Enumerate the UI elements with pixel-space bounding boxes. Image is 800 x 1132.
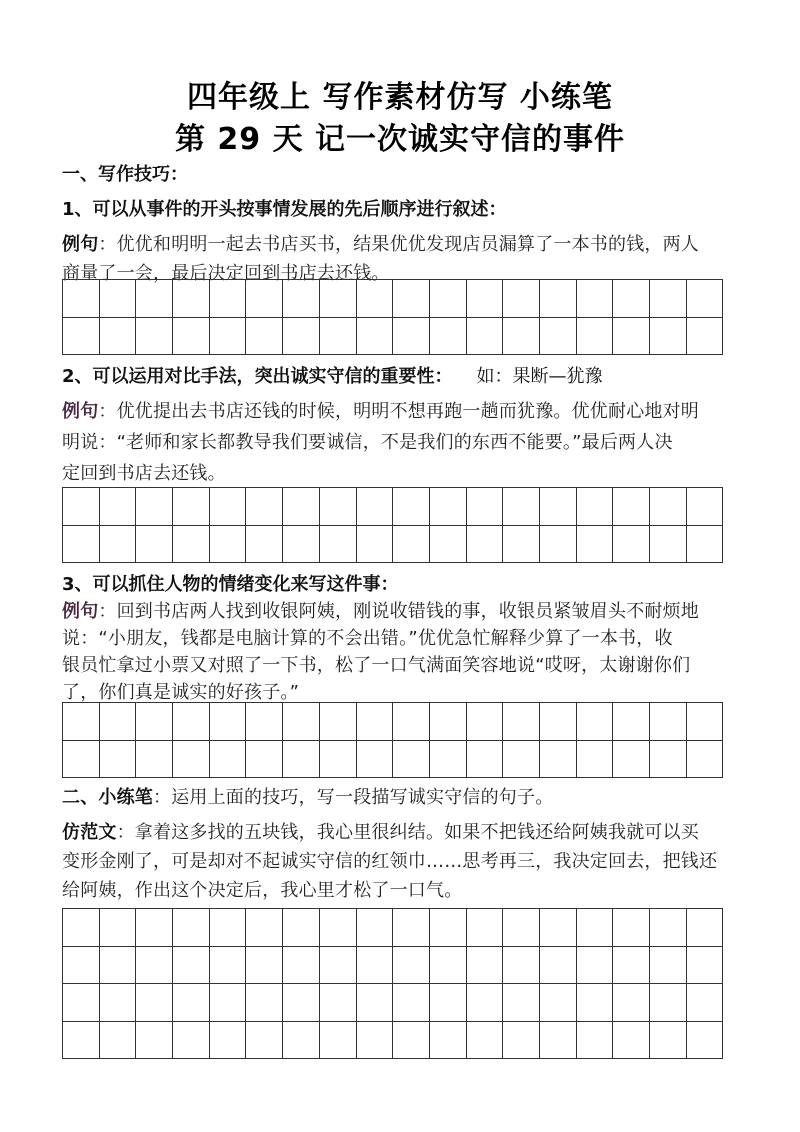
grid-cell[interactable]: [357, 984, 394, 1022]
model-essay-line-2: 变形金刚了，可是却对不起诚实守信的红领巾……思考再三，我决定回去，把钱还: [62, 851, 718, 872]
grid-cell[interactable]: [320, 909, 357, 947]
grid-cell[interactable]: [283, 318, 320, 356]
grid-cell[interactable]: [136, 703, 173, 741]
grid-cell[interactable]: [577, 741, 614, 779]
model-essay: [62, 818, 738, 905]
grid-cell[interactable]: [430, 741, 467, 779]
grid-cell[interactable]: [283, 280, 320, 318]
tip-2-example: [62, 396, 738, 489]
grid-cell[interactable]: [63, 909, 100, 947]
grid-cell[interactable]: [577, 318, 614, 356]
grid-cell[interactable]: [687, 488, 724, 526]
grid-cell[interactable]: [687, 318, 724, 356]
grid-cell[interactable]: [173, 318, 210, 356]
grid-cell[interactable]: [63, 318, 100, 356]
grid-cell[interactable]: [467, 909, 504, 947]
grid-cell[interactable]: [687, 947, 724, 985]
grid-cell[interactable]: [613, 488, 650, 526]
grid-cell[interactable]: [687, 741, 724, 779]
grid-cell[interactable]: [650, 280, 687, 318]
grid-cell[interactable]: [430, 703, 467, 741]
section-practice-instruction: ：运用上面的技巧，写一段描写诚实守信的句子。: [153, 787, 554, 808]
grid-cell[interactable]: [393, 318, 430, 356]
tip-1-heading-text: 1、可以从事件的开头按事情发展的先后顺序进行叙述：: [62, 199, 507, 220]
grid-cell[interactable]: [613, 909, 650, 947]
grid-cell[interactable]: [430, 526, 467, 564]
grid-cell[interactable]: [687, 909, 724, 947]
grid-cell[interactable]: [650, 909, 687, 947]
grid-cell[interactable]: [210, 488, 247, 526]
grid-cell[interactable]: [357, 280, 394, 318]
grid-cell[interactable]: [613, 280, 650, 318]
example-lead: 例句: [62, 401, 99, 422]
grid-cell[interactable]: [650, 984, 687, 1022]
practice-grid-4[interactable]: [62, 908, 723, 1059]
grid-cell[interactable]: [210, 909, 247, 947]
section-practice-title: 二、小练笔: [62, 787, 153, 808]
grid-cell[interactable]: [100, 526, 137, 564]
grid-cell[interactable]: [540, 703, 577, 741]
grid-cell[interactable]: [63, 1022, 100, 1060]
grid-cell[interactable]: [540, 909, 577, 947]
grid-cell[interactable]: [173, 703, 210, 741]
grid-cell[interactable]: [650, 318, 687, 356]
grid-cell[interactable]: [283, 526, 320, 564]
grid-cell[interactable]: [613, 741, 650, 779]
grid-cell[interactable]: [246, 909, 283, 947]
grid-cell[interactable]: [100, 909, 137, 947]
grid-cell[interactable]: [577, 280, 614, 318]
practice-grid-3[interactable]: [62, 702, 723, 778]
tip-1-example-line-2: 商量了一会，最后决定回到书店去还钱。: [62, 263, 390, 284]
grid-cell[interactable]: [136, 488, 173, 526]
grid-cell[interactable]: [100, 741, 137, 779]
grid-cell[interactable]: [357, 1022, 394, 1060]
grid-cell[interactable]: [210, 1022, 247, 1060]
grid-cell[interactable]: [63, 526, 100, 564]
tip-3-example-line-2: 说：“小朋友，钱都是电脑计算的不会出错。”优优急忙解释少算了一本书，收: [62, 628, 673, 649]
grid-cell[interactable]: [540, 488, 577, 526]
grid-cell[interactable]: [100, 703, 137, 741]
grid-cell[interactable]: [100, 947, 137, 985]
tip-3-example: [62, 598, 738, 706]
grid-cell[interactable]: [136, 318, 173, 356]
tip-3-example-line-4: 了，你们真是诚实的好孩子。”: [62, 682, 300, 703]
example-lead: 例句: [62, 234, 99, 255]
tip-3-example-line-1: 例句：回到书店两人找到收银阿姨，刚说收错钱的事，收银员紧皱眉头不耐烦地: [62, 601, 700, 622]
grid-cell[interactable]: [393, 703, 430, 741]
grid-cell[interactable]: [283, 984, 320, 1022]
grid-cell[interactable]: [393, 984, 430, 1022]
grid-cell[interactable]: [430, 1022, 467, 1060]
grid-cell[interactable]: [687, 526, 724, 564]
tip-3-heading-text: 3、可以抓住人物的情绪变化来写这件事：: [62, 574, 399, 595]
grid-cell[interactable]: [577, 703, 614, 741]
tip-2-heading: [62, 362, 603, 388]
grid-cell[interactable]: [577, 909, 614, 947]
grid-cell[interactable]: [687, 280, 724, 318]
grid-cell[interactable]: [283, 909, 320, 947]
section-practice-heading: [62, 784, 738, 812]
grid-cell[interactable]: [63, 488, 100, 526]
grid-cell[interactable]: [430, 984, 467, 1022]
grid-cell[interactable]: [63, 703, 100, 741]
tip-3-example-line-3: 银员忙拿过小票又对照了一下书，松了一口气满面笑容地说“哎呀，太谢谢你们: [62, 655, 691, 676]
grid-cell[interactable]: [173, 280, 210, 318]
grid-cell[interactable]: [503, 488, 540, 526]
grid-cell[interactable]: [467, 280, 504, 318]
example-lead: 例句: [62, 601, 99, 622]
grid-cell[interactable]: [320, 703, 357, 741]
grid-cell[interactable]: [540, 741, 577, 779]
grid-cell[interactable]: [430, 280, 467, 318]
grid-cell[interactable]: [320, 488, 357, 526]
grid-cell[interactable]: [246, 488, 283, 526]
grid-cell[interactable]: [320, 984, 357, 1022]
grid-cell[interactable]: [613, 984, 650, 1022]
grid-cell[interactable]: [210, 526, 247, 564]
grid-cell[interactable]: [246, 984, 283, 1022]
grid-cell[interactable]: [613, 318, 650, 356]
grid-cell[interactable]: [430, 488, 467, 526]
grid-cell[interactable]: [650, 488, 687, 526]
grid-cell[interactable]: [613, 947, 650, 985]
grid-cell[interactable]: [430, 318, 467, 356]
practice-grid-2[interactable]: [62, 487, 723, 563]
grid-cell[interactable]: [357, 703, 394, 741]
grid-cell[interactable]: [173, 488, 210, 526]
grid-cell[interactable]: [540, 526, 577, 564]
model-essay-lead: 仿范文: [62, 822, 117, 843]
grid-cell[interactable]: [136, 1022, 173, 1060]
grid-cell[interactable]: [393, 280, 430, 318]
tip-3-heading: [62, 570, 399, 596]
grid-cell[interactable]: [357, 526, 394, 564]
grid-cell[interactable]: [503, 741, 540, 779]
grid-cell[interactable]: [210, 741, 247, 779]
grid-cell[interactable]: [320, 741, 357, 779]
grid-cell[interactable]: [467, 947, 504, 985]
grid-cell[interactable]: [467, 741, 504, 779]
grid-cell[interactable]: [687, 984, 724, 1022]
grid-cell[interactable]: [63, 280, 100, 318]
grid-cell[interactable]: [100, 280, 137, 318]
practice-grid-1[interactable]: [62, 279, 723, 355]
grid-cell[interactable]: [687, 703, 724, 741]
grid-cell[interactable]: [577, 947, 614, 985]
grid-cell[interactable]: [540, 318, 577, 356]
grid-cell[interactable]: [503, 947, 540, 985]
grid-cell[interactable]: [320, 318, 357, 356]
grid-cell[interactable]: [320, 526, 357, 564]
grid-cell[interactable]: [357, 488, 394, 526]
grid-cell[interactable]: [503, 280, 540, 318]
tip-2-heading-text: 2、可以运用对比手法，突出诚实守信的重要性：: [62, 366, 453, 387]
grid-cell[interactable]: [210, 947, 247, 985]
grid-cell[interactable]: [577, 488, 614, 526]
grid-cell[interactable]: [100, 984, 137, 1022]
grid-cell[interactable]: [540, 984, 577, 1022]
grid-cell[interactable]: [136, 909, 173, 947]
grid-cell[interactable]: [650, 526, 687, 564]
grid-cell[interactable]: [210, 703, 247, 741]
grid-cell[interactable]: [357, 318, 394, 356]
grid-cell[interactable]: [393, 488, 430, 526]
tip-2-example-line-2: 明说：“老师和家长都教导我们要诚信，不是我们的东西不能要。”最后两人决: [62, 432, 673, 453]
grid-cell[interactable]: [320, 947, 357, 985]
grid-cell[interactable]: [283, 1022, 320, 1060]
grid-cell[interactable]: [283, 947, 320, 985]
grid-cell[interactable]: [393, 947, 430, 985]
grid-cell[interactable]: [650, 947, 687, 985]
grid-cell[interactable]: [100, 318, 137, 356]
grid-cell[interactable]: [577, 1022, 614, 1060]
grid-cell[interactable]: [136, 741, 173, 779]
section-writing-skills-heading: 一、写作技巧：: [62, 164, 188, 185]
model-essay-line-3: 给阿姨，作出这个决定后，我心里才松了一口气。: [62, 880, 463, 901]
grid-cell[interactable]: [357, 741, 394, 779]
grid-cell[interactable]: [320, 280, 357, 318]
grid-cell[interactable]: [503, 984, 540, 1022]
grid-cell[interactable]: [467, 318, 504, 356]
tip-2-example-line-1: 例句：优优提出去书店还钱的时候，明明不想再跑一趟而犹豫。优优耐心地对明: [62, 401, 700, 422]
model-essay-line-1: 仿范文：拿着这多找的五块钱，我心里很纠结。如果不把钱还给阿姨我就可以买: [62, 822, 700, 843]
grid-cell[interactable]: [613, 703, 650, 741]
grid-cell[interactable]: [173, 947, 210, 985]
grid-cell[interactable]: [467, 488, 504, 526]
grid-cell[interactable]: [430, 947, 467, 985]
grid-cell[interactable]: [136, 947, 173, 985]
grid-cell[interactable]: [393, 909, 430, 947]
grid-cell[interactable]: [63, 741, 100, 779]
worksheet-title: 四年级上 写作素材仿写 小练笔: [187, 80, 613, 115]
grid-cell[interactable]: [503, 703, 540, 741]
tip-2-example-note: 如：果断—犹豫: [476, 366, 603, 387]
grid-cell[interactable]: [320, 1022, 357, 1060]
grid-cell[interactable]: [246, 703, 283, 741]
grid-cell[interactable]: [100, 1022, 137, 1060]
grid-cell[interactable]: [577, 526, 614, 564]
grid-cell[interactable]: [210, 984, 247, 1022]
grid-cell[interactable]: [393, 1022, 430, 1060]
grid-cell[interactable]: [173, 741, 210, 779]
grid-cell[interactable]: [467, 526, 504, 564]
grid-cell[interactable]: [283, 488, 320, 526]
grid-cell[interactable]: [613, 526, 650, 564]
grid-cell[interactable]: [540, 280, 577, 318]
grid-cell[interactable]: [100, 488, 137, 526]
grid-cell[interactable]: [687, 1022, 724, 1060]
grid-cell[interactable]: [357, 909, 394, 947]
grid-cell[interactable]: [173, 1022, 210, 1060]
grid-cell[interactable]: [136, 526, 173, 564]
grid-cell[interactable]: [650, 1022, 687, 1060]
grid-cell[interactable]: [393, 741, 430, 779]
grid-cell[interactable]: [503, 909, 540, 947]
grid-cell[interactable]: [246, 280, 283, 318]
grid-cell[interactable]: [173, 526, 210, 564]
grid-cell[interactable]: [283, 741, 320, 779]
grid-cell[interactable]: [467, 703, 504, 741]
grid-cell[interactable]: [246, 526, 283, 564]
grid-cell[interactable]: [63, 984, 100, 1022]
grid-cell[interactable]: [173, 909, 210, 947]
grid-cell[interactable]: [393, 526, 430, 564]
tip-1-heading: [62, 195, 507, 221]
grid-cell[interactable]: [540, 1022, 577, 1060]
grid-cell[interactable]: [503, 526, 540, 564]
grid-cell[interactable]: [210, 318, 247, 356]
grid-cell[interactable]: [613, 1022, 650, 1060]
grid-cell[interactable]: [650, 741, 687, 779]
grid-cell[interactable]: [467, 984, 504, 1022]
grid-cell[interactable]: [540, 947, 577, 985]
grid-cell[interactable]: [283, 703, 320, 741]
grid-cell[interactable]: [246, 318, 283, 356]
grid-cell[interactable]: [63, 947, 100, 985]
worksheet-subtitle: 第 29 天 记一次诚实守信的事件: [174, 122, 626, 157]
grid-cell[interactable]: [357, 947, 394, 985]
grid-cell[interactable]: [210, 280, 247, 318]
grid-cell[interactable]: [246, 947, 283, 985]
grid-cell[interactable]: [136, 984, 173, 1022]
grid-cell[interactable]: [503, 318, 540, 356]
grid-cell[interactable]: [246, 1022, 283, 1060]
grid-cell[interactable]: [577, 984, 614, 1022]
tip-1-example-line-1: 例句：优优和明明一起去书店买书，结果优优发现店员漏算了一本书的钱，两人: [62, 234, 700, 255]
grid-cell[interactable]: [503, 1022, 540, 1060]
grid-cell[interactable]: [467, 1022, 504, 1060]
tip-2-example-line-3: 定回到书店去还钱。: [62, 463, 226, 484]
grid-cell[interactable]: [430, 909, 467, 947]
grid-cell[interactable]: [246, 741, 283, 779]
grid-cell[interactable]: [173, 984, 210, 1022]
grid-cell[interactable]: [136, 280, 173, 318]
grid-cell[interactable]: [650, 703, 687, 741]
